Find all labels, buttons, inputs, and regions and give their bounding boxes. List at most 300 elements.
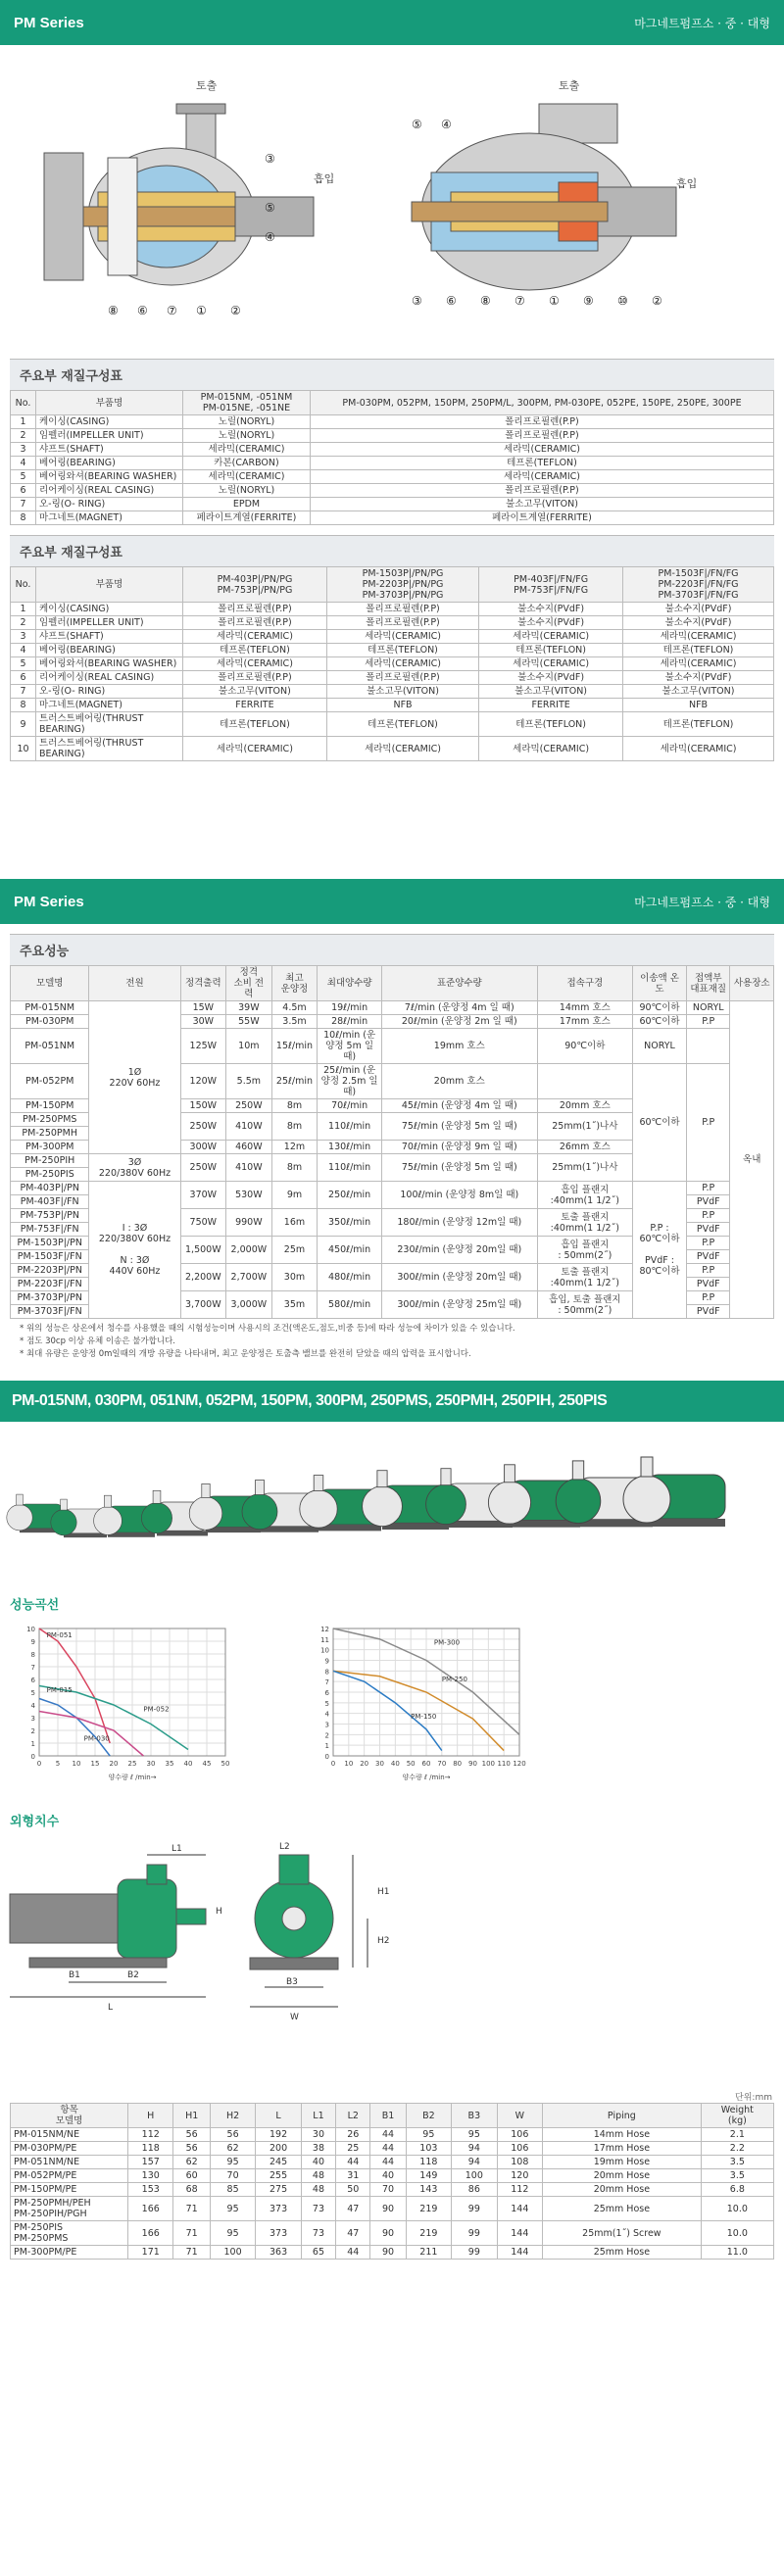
y-tick-label: 4 (30, 1702, 35, 1710)
table-cell: 10.0 (701, 2197, 773, 2221)
table-row (11, 685, 774, 699)
table-row (11, 657, 774, 671)
y-tick-label: 8 (30, 1651, 35, 1659)
table-cell: 26 (336, 2128, 370, 2142)
table-cell: 흡입 플랜지 :40mm(1 1/2˝) (537, 1182, 632, 1209)
table-cell: PM-753P|/PN (11, 1209, 89, 1223)
table-cell: 3 (11, 630, 36, 644)
table-cell: 2.1 (701, 2128, 773, 2142)
table-cell: 112 (497, 2183, 542, 2197)
perf-header-cell: 전원 (89, 966, 180, 1001)
table-row (11, 1182, 774, 1195)
table-cell: 6.8 (701, 2183, 773, 2197)
table-cell: 2,000W (226, 1237, 272, 1264)
table-cell: PVdF (687, 1195, 730, 1209)
table-cell: NORYL (633, 1029, 687, 1064)
table-cell: 118 (406, 2156, 451, 2169)
table-cell: PM-250PMS (11, 1113, 89, 1127)
table-cell: PVdF (687, 1250, 730, 1264)
dims-title: 외형치수 (10, 1815, 60, 1829)
table-cell: 카본(CARBON) (183, 457, 311, 470)
x-tick-label: 0 (330, 1760, 336, 1768)
pump-lineup-illustration (0, 1422, 784, 1588)
table-cell: 106 (497, 2128, 542, 2142)
table-cell: PM-250PIS PM-250PMS (11, 2221, 128, 2246)
dim-header-cell: H (128, 2104, 173, 2128)
table-cell: 7 (11, 498, 36, 511)
svg-text:L: L (108, 2003, 114, 2013)
x-tick-label: 70 (437, 1760, 447, 1768)
curve-label: PM-150 (411, 1713, 437, 1722)
table-cell: 폴리프로필렌(P.P) (311, 484, 774, 498)
table-cell: PM-030PM/PE (11, 2142, 128, 2156)
table-cell: 99 (452, 2246, 497, 2260)
table-cell: 3Ø 220/380V 60Hz (89, 1154, 180, 1182)
x-tick-label: 110 (497, 1760, 511, 1768)
table-cell: 25mm(1˝)나사 (537, 1113, 632, 1141)
table-cell: 2 (11, 429, 36, 443)
table-cell: 530W (226, 1182, 272, 1209)
note-3: * 최대 유량은 운양정 0m일때의 개방 유량을 나타내며, 최고 운양정은 토출측 밸브를 완전히 닫았을 때의 압력을 표시합니다. (20, 1349, 471, 1359)
table-cell: 베어링와셔(BEARING WASHER) (36, 657, 183, 671)
material-table-2-title: 주요부 재질구성표 (10, 535, 774, 566)
table-cell: 14mm Hose (543, 2128, 702, 2142)
table-cell: 100 (452, 2169, 497, 2183)
x-tick-label: 20 (109, 1760, 119, 1768)
note-2: * 점도 30cp 이상 유체 이송은 불가합니다. (20, 1337, 176, 1346)
svg-text:⑥: ⑥ (137, 304, 148, 317)
pump-figure (623, 1457, 725, 1527)
perf-header-cell: 정격출력 (180, 966, 226, 1001)
table-cell: 폴리프로필렌(P.P) (183, 616, 327, 630)
y-tick-label: 0 (324, 1753, 329, 1761)
table-cell: P.P (687, 1291, 730, 1305)
table-cell: 373 (256, 2197, 301, 2221)
curve-label: PM-051 (46, 1631, 73, 1640)
table-cell: 200 (256, 2142, 301, 2156)
table-cell: 125W (180, 1029, 226, 1064)
table-cell: 불소수지(PVdF) (623, 603, 774, 616)
table-cell: 250W (180, 1113, 226, 1141)
y-tick-label: 1 (30, 1740, 35, 1748)
table-cell: 테프론(TEFLON) (479, 644, 623, 657)
table-cell: 95 (210, 2197, 255, 2221)
table-cell: 세라믹(CERAMIC) (479, 657, 623, 671)
table-cell: 55W (226, 1015, 272, 1029)
table-cell: 15ℓ/min (271, 1029, 318, 1064)
table-cell: 40 (370, 2169, 406, 2183)
table-cell: PM-250PMH (11, 1127, 89, 1141)
mat1-header-cell: 부품명 (36, 391, 183, 415)
y-tick-label: 2 (30, 1727, 35, 1735)
table-cell: PM-403P|/PN (11, 1182, 89, 1195)
table-row (11, 2197, 774, 2221)
product-photo (0, 1422, 784, 1588)
table-cell: NFB (326, 699, 478, 712)
y-tick-label: 0 (30, 1753, 35, 1761)
table-cell: 90℃이하 (537, 1029, 632, 1064)
table-cell: 20mm 호스 (381, 1064, 537, 1099)
table-cell: 25mm Hose (543, 2246, 702, 2260)
table-cell: 100ℓ/min (운양정 8m일 때) (381, 1182, 537, 1209)
table-cell: 120W (180, 1064, 226, 1099)
table-cell: FERRITE (183, 699, 327, 712)
table-cell: 8 (11, 699, 36, 712)
x-tick-label: 120 (513, 1760, 526, 1768)
table-cell: 45ℓ/min (운양정 4m 일 때) (381, 1099, 537, 1113)
table-cell: 275 (256, 2183, 301, 2197)
table-cell: 25mm(1˝)나사 (537, 1154, 632, 1182)
svg-text:B3: B3 (286, 1977, 298, 1987)
perf-header-cell: 모델명 (11, 966, 89, 1001)
table-cell: 94 (452, 2156, 497, 2169)
table-cell: PM-3703P|/PN (11, 1291, 89, 1305)
table-cell: 테프론(TEFLON) (326, 644, 478, 657)
table-cell: 5 (11, 657, 36, 671)
table-cell: 10ℓ/min (운양정 5m 일 때) (318, 1029, 382, 1064)
table-cell: 불소고무(VITON) (183, 685, 327, 699)
table-cell: 75ℓ/min (운양정 5m 일 때) (381, 1113, 537, 1141)
table-cell: 450ℓ/min (318, 1237, 382, 1264)
table-cell: 73 (301, 2221, 335, 2246)
mat2-header-cell: 부품명 (36, 567, 183, 603)
table-cell: 샤프트(SHAFT) (36, 443, 183, 457)
table-cell: 17mm 호스 (537, 1015, 632, 1029)
table-cell: 1 (11, 415, 36, 429)
table-cell: 테프론(TEFLON) (623, 712, 774, 737)
table-cell: 157 (128, 2156, 173, 2169)
table-cell (537, 1064, 632, 1099)
table-cell: 65 (301, 2246, 335, 2260)
table-row (11, 415, 774, 429)
y-tick-label: 11 (320, 1635, 329, 1644)
table-cell: 폴리프로필렌(P.P) (311, 415, 774, 429)
table-cell: PM-753F|/FN (11, 1223, 89, 1237)
dim-header-cell: Piping (543, 2104, 702, 2128)
svg-text:H2: H2 (377, 1936, 390, 1946)
table-row (11, 1001, 774, 1015)
mat2-header-cell: PM-1503P|/PN/PG PM-2203P|/PN/PG PM-3703P|/PN/PG (326, 567, 478, 603)
table-cell: 370W (180, 1182, 226, 1209)
x-tick-label: 20 (360, 1760, 369, 1768)
perf-header-cell: 정격 소비 전력 (226, 966, 272, 1001)
table-cell: P.P (687, 1064, 730, 1182)
dimension-drawing (0, 1835, 784, 2090)
perf-header-cell: 최대양수량 (318, 966, 382, 1001)
table-row (11, 498, 774, 511)
x-tick-label: 0 (36, 1760, 42, 1768)
table-cell: P.P (687, 1015, 730, 1029)
table-row (11, 457, 774, 470)
dim-header-cell: L1 (301, 2104, 335, 2128)
dimension-table (10, 2103, 774, 2260)
table-cell: 2.2 (701, 2142, 773, 2156)
curve-chart-left (10, 1619, 245, 1795)
table-cell: 불소수지(PVdF) (623, 616, 774, 630)
table-cell: 6 (11, 484, 36, 498)
table-cell: 불소고무(VITON) (623, 685, 774, 699)
note-1: * 위의 성능은 상온에서 청수를 사용했을 때의 시험성능이며 사용시의 조건(액온도,점도,비중 등)에 따라 성능에 차이가 있을 수 있습니다. (20, 1324, 515, 1334)
table-cell: 143 (406, 2183, 451, 2197)
table-cell: 363 (256, 2246, 301, 2260)
table-cell: 149 (406, 2169, 451, 2183)
svg-text:H: H (216, 1907, 222, 1917)
table-cell: 750W (180, 1209, 226, 1237)
table-cell: 7 (11, 685, 36, 699)
table-cell: 트러스트베어링(THRUST BEARING) (36, 737, 183, 761)
y-tick-label: 8 (324, 1668, 329, 1677)
table-cell: PM-030PM (11, 1015, 89, 1029)
table-cell: 20ℓ/min (운양정 2m 일 때) (381, 1015, 537, 1029)
table-cell: 3.5 (701, 2156, 773, 2169)
table-cell: 세라믹(CERAMIC) (183, 443, 311, 457)
table-cell: 255 (256, 2169, 301, 2183)
y-tick-label: 6 (324, 1689, 329, 1697)
x-tick-label: 60 (421, 1760, 431, 1768)
table-cell: 38 (301, 2142, 335, 2156)
table-cell: 99 (452, 2197, 497, 2221)
x-tick-label: 35 (165, 1760, 174, 1768)
x-tick-label: 10 (344, 1760, 354, 1768)
table-cell: 480ℓ/min (318, 1264, 382, 1291)
table-cell: PM-1503P|/PN (11, 1237, 89, 1250)
table-cell: 130 (128, 2169, 173, 2183)
table-row (11, 2221, 774, 2246)
table-cell: 오-링(O- RING) (36, 685, 183, 699)
svg-text:③: ③ (265, 152, 275, 166)
table-cell: 5 (11, 470, 36, 484)
table-cell: 19mm Hose (543, 2156, 702, 2169)
table-cell: 120 (497, 2169, 542, 2183)
table-row (11, 644, 774, 657)
table-cell: PM-051NM/NE (11, 2156, 128, 2169)
material-table-2-section (10, 535, 774, 761)
cutaway-diagram-right (392, 65, 706, 349)
performance-section (10, 934, 774, 1365)
table-cell: 3,700W (180, 1291, 226, 1319)
table-cell: 95 (452, 2128, 497, 2142)
dimension-drawings (0, 1835, 784, 2090)
curve-line (333, 1671, 442, 1750)
table-cell: 9m (271, 1182, 318, 1209)
table-row (11, 616, 774, 630)
table-cell: 세라믹(CERAMIC) (623, 737, 774, 761)
svg-text:⑤: ⑤ (412, 118, 422, 131)
table-cell: 230ℓ/min (운양정 20m일 때) (381, 1237, 537, 1264)
performance-curves (0, 1619, 784, 1805)
curve-label: PM-300 (433, 1638, 461, 1647)
table-cell: 10m (226, 1029, 272, 1064)
table-cell: 70ℓ/min (운양정 9m 일 때) (381, 1141, 537, 1154)
table-cell: 테프론(TEFLON) (183, 712, 327, 737)
series-subtitle: 마그네트펌프소 · 중 · 대형 (634, 16, 770, 30)
y-tick-label: 5 (30, 1689, 35, 1697)
material-table-2 (10, 566, 774, 761)
y-tick-label: 7 (30, 1664, 35, 1672)
table-cell: 폴리프로필렌(P.P) (183, 603, 327, 616)
table-cell: 31 (336, 2169, 370, 2183)
y-tick-label: 2 (324, 1731, 329, 1740)
table-cell: 144 (497, 2221, 542, 2246)
table-cell: 144 (497, 2197, 542, 2221)
table-cell: 44 (336, 2156, 370, 2169)
table-cell: 불소수지(PVdF) (479, 616, 623, 630)
x-tick-label: 10 (72, 1760, 81, 1768)
table-row (11, 2246, 774, 2260)
table-cell: 세라믹(CERAMIC) (183, 470, 311, 484)
table-cell: 68 (173, 2183, 210, 2197)
x-tick-label: 5 (55, 1760, 61, 1768)
table-cell: 세라믹(CERAMIC) (311, 443, 774, 457)
table-cell: 110ℓ/min (318, 1154, 382, 1182)
dim-header-cell: Weight (kg) (701, 2104, 773, 2128)
table-cell: 48 (301, 2169, 335, 2183)
performance-table (10, 965, 774, 1319)
table-cell: 106 (497, 2142, 542, 2156)
table-cell: 세라믹(CERAMIC) (326, 737, 478, 761)
table-cell: 페라이트계열(FERRITE) (311, 511, 774, 525)
table-cell: 테프론(TEFLON) (311, 457, 774, 470)
svg-text:W: W (290, 2013, 299, 2022)
table-cell: 리어케이싱(REAL CASING) (36, 484, 183, 498)
x-tick-label: 30 (146, 1760, 156, 1768)
table-cell: 세라믹(CERAMIC) (479, 630, 623, 644)
table-cell: 2 (11, 616, 36, 630)
y-tick-label: 9 (324, 1657, 329, 1666)
table-cell: 47 (336, 2221, 370, 2246)
table-cell: I : 3Ø 220/380V 60Hz N : 3Ø 440V 60Hz (89, 1182, 180, 1319)
table-cell: 95 (210, 2156, 255, 2169)
x-tick-label: 40 (390, 1760, 400, 1768)
table-cell: 세라믹(CERAMIC) (623, 657, 774, 671)
table-cell: 3 (11, 443, 36, 457)
table-cell: 19ℓ/min (318, 1001, 382, 1015)
discharge-label-right: 토출 (559, 79, 580, 92)
x-axis-label: 양수량 ℓ /min→ (108, 1774, 157, 1781)
table-cell: 95 (406, 2128, 451, 2142)
table-cell: 75ℓ/min (운양정 5m 일 때) (381, 1154, 537, 1182)
table-cell: 30W (180, 1015, 226, 1029)
table-row (11, 2169, 774, 2183)
table-cell: 폴리프로필렌(P.P) (326, 671, 478, 685)
table-row (11, 2142, 774, 2156)
table-cell: 불소수지(PVdF) (623, 671, 774, 685)
performance-notes (10, 1319, 774, 1365)
table-row (11, 603, 774, 616)
table-cell: 세라믹(CERAMIC) (326, 630, 478, 644)
table-cell: PM-1503F|/FN (11, 1250, 89, 1264)
mat2-header-cell: No. (11, 567, 36, 603)
mat1-header-cell: No. (11, 391, 36, 415)
table-cell: PM-015NM (11, 1001, 89, 1015)
table-row (11, 470, 774, 484)
table-cell: 48 (301, 2183, 335, 2197)
y-tick-label: 3 (30, 1715, 35, 1723)
table-cell: 250W (226, 1099, 272, 1113)
table-cell: 15W (180, 1001, 226, 1015)
table-cell: 70 (210, 2169, 255, 2183)
dim-header-cell: W (497, 2104, 542, 2128)
table-cell: 40 (301, 2156, 335, 2169)
dim-header-cell: H2 (210, 2104, 255, 2128)
table-cell: 테프론(TEFLON) (183, 644, 327, 657)
table-cell: 60 (173, 2169, 210, 2183)
x-tick-label: 90 (468, 1760, 477, 1768)
table-cell: 마그네트(MAGNET) (36, 511, 183, 525)
table-cell: 4 (11, 644, 36, 657)
dim-header-cell: B2 (406, 2104, 451, 2128)
table-cell: 임펠러(IMPELLER UNIT) (36, 429, 183, 443)
table-cell: 3.5m (271, 1015, 318, 1029)
table-cell: 노릴(NORYL) (183, 429, 311, 443)
table-row (11, 511, 774, 525)
table-cell: 12m (271, 1141, 318, 1154)
svg-text:②: ② (652, 294, 662, 308)
table-cell: 245 (256, 2156, 301, 2169)
y-tick-label: 7 (324, 1678, 329, 1687)
table-cell: 토출 플랜지 :40mm(1 1/2˝) (537, 1209, 632, 1237)
table-cell: 56 (173, 2142, 210, 2156)
perf-header-cell: 접액부 대표재질 (687, 966, 730, 1001)
table-cell: 11.0 (701, 2246, 773, 2260)
table-cell: 47 (336, 2197, 370, 2221)
table-cell: 1 (11, 603, 36, 616)
table-cell: 250W (180, 1154, 226, 1182)
table-cell: 410W (226, 1113, 272, 1141)
table-cell: PM-2203P|/PN (11, 1264, 89, 1278)
curve-chart-right (304, 1619, 539, 1795)
table-cell: 폴리프로필렌(P.P) (183, 671, 327, 685)
table-cell: 90 (370, 2246, 406, 2260)
y-tick-label: 12 (320, 1626, 329, 1633)
table-cell: 56 (173, 2128, 210, 2142)
table-row (11, 737, 774, 761)
table-cell: 300ℓ/min (운양정 25m일 때) (381, 1291, 537, 1319)
table-row (11, 2156, 774, 2169)
table-cell: 60℃이하 (633, 1015, 687, 1029)
table-cell: 166 (128, 2197, 173, 2221)
table-cell: 44 (370, 2142, 406, 2156)
table-cell: 폴리프로필렌(P.P) (326, 603, 478, 616)
table-cell: P.P (687, 1237, 730, 1250)
table-cell: 180ℓ/min (운양정 12m일 때) (381, 1209, 537, 1237)
table-cell: 62 (173, 2156, 210, 2169)
dim-header-cell: L (256, 2104, 301, 2128)
cutaway-diagram-left (39, 65, 353, 349)
mat2-header-cell: PM-403P|/PN/PG PM-753P|/PN/PG (183, 567, 327, 603)
table-cell: 테프론(TEFLON) (623, 644, 774, 657)
svg-text:⑩: ⑩ (617, 294, 628, 308)
table-cell: 300ℓ/min (운양정 20m일 때) (381, 1264, 537, 1291)
table-cell: 임펠러(IMPELLER UNIT) (36, 616, 183, 630)
table-row (11, 429, 774, 443)
svg-text:H1: H1 (377, 1887, 390, 1897)
svg-text:⑥: ⑥ (446, 294, 457, 308)
table-cell: 26mm 호스 (537, 1141, 632, 1154)
table-cell: 14mm 호스 (537, 1001, 632, 1015)
y-tick-label: 10 (26, 1626, 35, 1633)
table-cell: 30 (301, 2128, 335, 2142)
table-cell: PVdF (687, 1305, 730, 1319)
table-cell: 3.5 (701, 2169, 773, 2183)
table-cell: PM-403F|/FN (11, 1195, 89, 1209)
svg-text:②: ② (230, 304, 241, 317)
table-cell: 171 (128, 2246, 173, 2260)
table-cell: 불소수지(PVdF) (479, 671, 623, 685)
table-cell: 44 (370, 2128, 406, 2142)
table-cell: 144 (497, 2246, 542, 2260)
table-cell: PM-300PM/PE (11, 2246, 128, 2260)
